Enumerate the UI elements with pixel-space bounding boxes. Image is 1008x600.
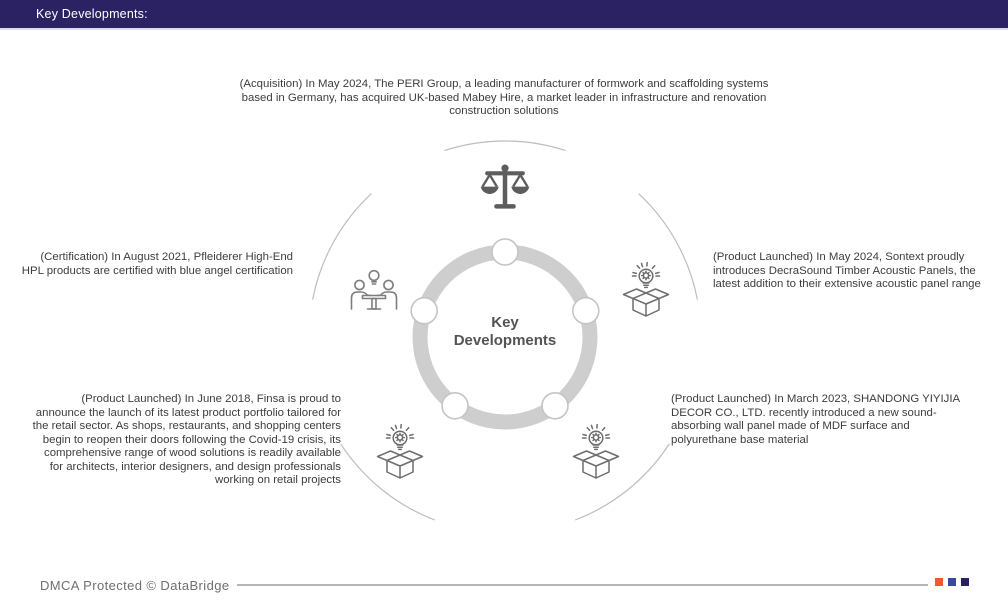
product-launch-icon xyxy=(620,262,672,318)
header-bar xyxy=(0,0,1008,30)
node-top xyxy=(492,239,518,265)
development-text-right: (Product Launched) In May 2024, Sontext proudly introduces DecraSound Timber Acoustic Panels, the latest addition to their extensive acoustic panel range xyxy=(713,251,981,290)
product-launch-icon xyxy=(570,424,622,480)
footer-divider-line xyxy=(237,584,928,586)
dmca-footer-text: DMCA Protected © DataBridge xyxy=(40,578,230,593)
hub-label-line2: Developments xyxy=(453,331,557,349)
balance-scale-icon xyxy=(478,162,532,213)
brand-square-blue xyxy=(948,578,956,586)
hub-label-line1: Key xyxy=(491,314,519,331)
development-text-left: (Certification) In August 2021, Pfleiderer High-End HPL products are certified with blue angel certification xyxy=(21,251,293,277)
brand-square-orange xyxy=(935,578,943,586)
product-launch-icon xyxy=(374,424,426,480)
development-text-bottom-right: (Product Launched) In March 2023, SHANDONG YIYIJIA DECOR CO., LTD. recently introduced a new sound-absorbing wall panel made of MDF surface and polyurethane base material xyxy=(671,393,960,446)
node-bottom-left xyxy=(442,393,468,419)
brand-square-navy xyxy=(961,578,969,586)
development-text-top: (Acquisition) In May 2024, The PERI Group, a leading manufacturer of formwork and scaffolding systems based in Germany, has acquired UK-based Mabey Hire, a market leader in infrastructure and renovation construction solutions xyxy=(239,78,769,117)
meeting-idea-icon xyxy=(347,268,401,320)
page-title: Key Developments: xyxy=(36,7,148,21)
development-text-bottom-left: (Product Launched) In June 2018, Finsa is proud to announce the launch of its latest product portfolio tailored for the retail sector. As shops, restaurants, and shopping centers begin to reopen their doors following the Covid-19 crisis, its comprehensive range of wood solutions is readily available for architects, interior designers, and design professionals working on retail projects xyxy=(32,393,341,486)
node-bottom-right xyxy=(542,393,568,419)
hub-label xyxy=(425,314,585,349)
